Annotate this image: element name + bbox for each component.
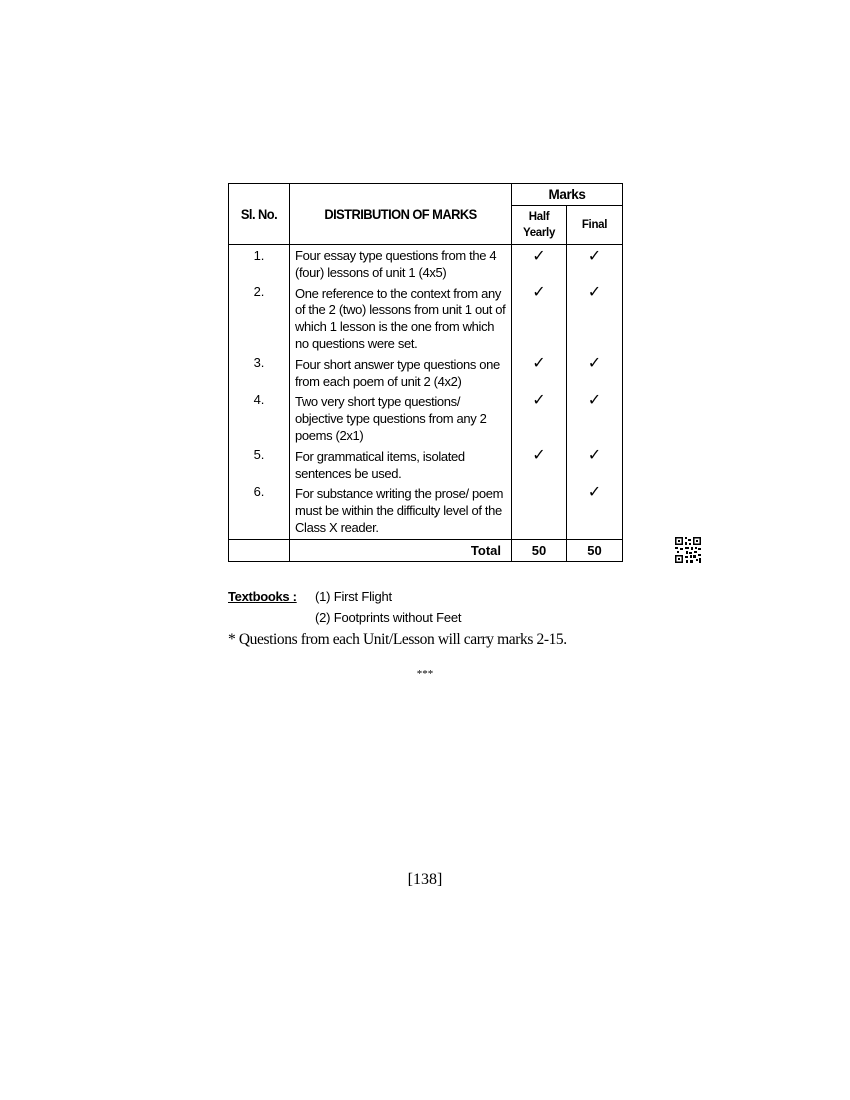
half-yearly-cell (512, 245, 567, 284)
checkmark-icon: ✓ (587, 482, 602, 502)
checkmark-icon: ✓ (532, 390, 546, 410)
final-cell (567, 281, 623, 355)
row-description: Four short answer type questions one from each poem of unit 2 (4x2) (290, 355, 512, 393)
total-label: Total (290, 539, 512, 561)
table-row (229, 284, 623, 355)
row-serial-number: 1. (229, 245, 290, 284)
checkmark-icon: ✓ (587, 444, 602, 464)
row-description: One reference to the context from any of the 2 (two) lessons from unit 1 out of which 1 lesson is the one from which no questions were set. (290, 284, 512, 355)
table-row (229, 447, 623, 485)
qr-code-icon (675, 537, 701, 563)
final-cell (567, 444, 623, 485)
total-row (229, 539, 623, 561)
row-serial-number: 4. (229, 392, 290, 446)
checkmark-icon: ✓ (587, 390, 602, 410)
checkmark-icon: ✓ (532, 246, 546, 265)
checkmark-icon: ✓ (532, 352, 546, 372)
half-yearly-cell (512, 444, 567, 485)
row-serial-number: 3. (229, 355, 290, 393)
checkmark-icon: ✓ (532, 444, 546, 464)
half-yearly-cell (512, 484, 567, 539)
marks-note: * Questions from each Unit/Lesson will carry marks 2-15. (228, 631, 567, 648)
textbook-item: (2) Footprints without Feet (315, 610, 462, 625)
table-row (229, 484, 623, 539)
row-serial-number: 6. (229, 484, 290, 539)
final-cell (567, 245, 623, 284)
row-description: Four essay type questions from the 4 (four) lessons of unit 1 (4x5) (290, 245, 512, 284)
header-half-yearly: Half Yearly (512, 206, 567, 245)
half-yearly-cell (512, 392, 567, 446)
total-empty-cell (229, 539, 290, 561)
final-cell (567, 484, 623, 539)
half-yearly-cell (512, 352, 567, 393)
checkmark-icon: ✓ (587, 246, 602, 265)
table-row (229, 355, 623, 393)
page-number: [138] (407, 871, 443, 888)
marks-distribution-table (228, 183, 623, 562)
table-body (229, 245, 623, 540)
checkmark-icon: ✓ (532, 281, 546, 301)
checkmark-icon: ✓ (587, 281, 602, 301)
textbooks-label: Textbooks : (228, 589, 297, 604)
header-distribution: DISTRIBUTION OF MARKS (290, 184, 512, 245)
total-half-yearly: 50 (512, 539, 567, 561)
table-row (229, 245, 623, 284)
row-serial-number: 5. (229, 447, 290, 485)
final-cell (567, 392, 623, 446)
row-description: For substance writing the prose/ poem must be within the difficulty level of the Class X reader. (290, 484, 512, 539)
half-yearly-cell (512, 281, 567, 355)
checkmark-icon: ✓ (587, 352, 602, 372)
header-marks: Marks (512, 184, 623, 206)
row-serial-number: 2. (229, 284, 290, 355)
row-description: For grammatical items, isolated sentences be used. (290, 447, 512, 485)
textbook-item: (1) First Flight (315, 589, 392, 604)
header-final: Final (567, 206, 623, 245)
header-sl-no: Sl. No. (229, 184, 290, 245)
row-description: Two very short type questions/ objective type questions from any 2 poems (2x1) (290, 392, 512, 446)
section-separator: *** (416, 668, 434, 680)
final-cell (567, 352, 623, 393)
total-final: 50 (567, 539, 623, 561)
table-row (229, 392, 623, 446)
